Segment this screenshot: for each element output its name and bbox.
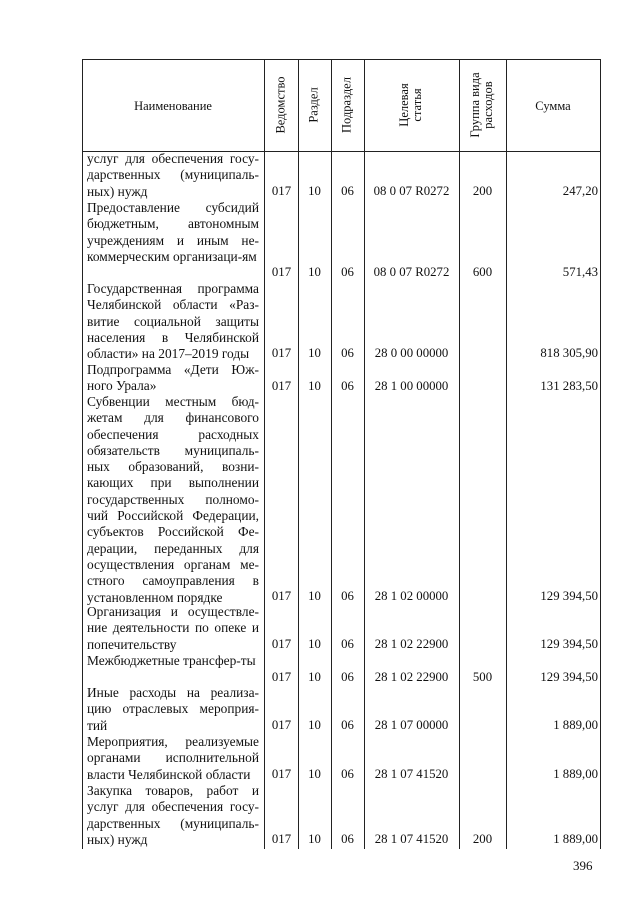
row-celevaya: 28 1 02 00000 xyxy=(374,589,449,603)
header-celevaya: Целевая статья xyxy=(397,83,424,127)
row-summa: 571,43 xyxy=(562,265,598,279)
header-summa: Сумма xyxy=(535,99,571,113)
table-border-top xyxy=(82,59,601,60)
row-gruppa: 200 xyxy=(472,184,493,198)
row-podrazdel: 06 xyxy=(341,767,354,781)
row-podrazdel: 06 xyxy=(341,718,354,732)
header-razdel: Раздел xyxy=(306,87,321,123)
col-divider xyxy=(459,59,460,849)
row-podrazdel: 06 xyxy=(341,265,354,279)
row-celevaya: 08 0 07 R0272 xyxy=(373,265,450,279)
row-podrazdel: 06 xyxy=(341,379,354,393)
row-ved: 017 xyxy=(271,346,292,360)
page-number: 396 xyxy=(573,858,593,873)
row-ved: 017 xyxy=(271,832,292,846)
row-razdel: 10 xyxy=(308,184,321,198)
row-razdel: 10 xyxy=(308,670,321,684)
row-ved: 017 xyxy=(271,589,292,603)
row-ved: 017 xyxy=(271,637,292,651)
budget-table xyxy=(82,59,601,849)
row-name: Мероприятия, реализуемые органами исполнительной власти Челябинской области xyxy=(87,734,259,782)
row-razdel: 10 xyxy=(308,637,321,651)
row-celevaya: 28 1 07 00000 xyxy=(374,718,449,732)
row-podrazdel: 06 xyxy=(341,184,354,198)
row-podrazdel: 06 xyxy=(341,589,354,603)
row-podrazdel: 06 xyxy=(341,637,354,651)
row-summa: 1 889,00 xyxy=(553,832,598,846)
row-podrazdel: 06 xyxy=(341,346,354,360)
row-summa: 131 283,50 xyxy=(540,379,598,393)
row-ved: 017 xyxy=(271,767,292,781)
row-celevaya: 28 1 07 41520 xyxy=(374,832,449,846)
row-summa: 129 394,50 xyxy=(540,670,598,684)
row-razdel: 10 xyxy=(308,767,321,781)
row-celevaya: 28 1 02 22900 xyxy=(374,670,449,684)
row-ved: 017 xyxy=(271,670,292,684)
row-razdel: 10 xyxy=(308,379,321,393)
row-razdel: 10 xyxy=(308,589,321,603)
row-razdel: 10 xyxy=(308,718,321,732)
row-name: Иные расходы на реализа-цию отраслевых мероприя-тий xyxy=(87,685,259,733)
row-summa: 129 394,50 xyxy=(540,589,598,603)
header-podrazdel: Подраздел xyxy=(339,77,354,133)
row-name: Государственная программа Челябинской области «Раз-витие социальной защиты населения в Челябинской области» на 2017–2019 годы xyxy=(87,281,259,362)
header-ved: Ведомство xyxy=(273,76,288,134)
row-celevaya: 28 0 00 00000 xyxy=(374,346,449,360)
row-celevaya: 08 0 07 R0272 xyxy=(373,184,450,198)
row-ved: 017 xyxy=(271,379,292,393)
row-ved: 017 xyxy=(271,718,292,732)
row-name: услуг для обеспечения госу-дарственных (муниципаль-ных) нужд xyxy=(87,151,259,199)
row-name: Подпрограмма «Дети Юж-ного Урала» xyxy=(87,362,259,394)
row-ved: 017 xyxy=(271,265,292,279)
row-gruppa: 500 xyxy=(472,670,493,684)
table-border-right xyxy=(600,59,601,849)
header-gruppa: Группа вида расходов xyxy=(468,72,495,138)
row-celevaya: 28 1 07 41520 xyxy=(374,767,449,781)
row-summa: 247,20 xyxy=(562,184,598,198)
row-ved: 017 xyxy=(271,184,292,198)
row-name: Межбюджетные трансфер-ты xyxy=(87,653,256,668)
row-summa: 129 394,50 xyxy=(540,637,598,651)
row-summa: 1 889,00 xyxy=(553,767,598,781)
row-gruppa: 600 xyxy=(472,265,493,279)
table-border-left xyxy=(82,59,83,849)
row-name: Предоставление субсидий бюджетным, автономным учреждениям и иным не-коммерческим организаци-ям xyxy=(87,200,259,264)
row-name: Субвенции местным бюд-жетам для финансового обеспечения расходных обязательств муниципаль-ных образований, возни-кающих при выполнении государственных полномо-чий Российской Федерации, субъектов Российской Фе-дерации, переданных для осуществления органам ме-стного самоуправления в установленном порядке xyxy=(87,394,259,605)
row-celevaya: 28 1 00 00000 xyxy=(374,379,449,393)
row-razdel: 10 xyxy=(308,346,321,360)
row-summa: 1 889,00 xyxy=(553,718,598,732)
row-podrazdel: 06 xyxy=(341,832,354,846)
row-gruppa: 200 xyxy=(472,832,493,846)
row-name: Закупка товаров, работ и услуг для обеспечения госу-дарственных (муниципаль-ных) нужд xyxy=(87,783,259,847)
header-name: Наименование xyxy=(134,99,212,113)
row-podrazdel: 06 xyxy=(341,670,354,684)
row-celevaya: 28 1 02 22900 xyxy=(374,637,449,651)
row-razdel: 10 xyxy=(308,832,321,846)
row-razdel: 10 xyxy=(308,265,321,279)
row-summa: 818 305,90 xyxy=(540,346,598,360)
row-name: Организация и осуществле-ние деятельности по опеке и попечительству xyxy=(87,604,259,652)
